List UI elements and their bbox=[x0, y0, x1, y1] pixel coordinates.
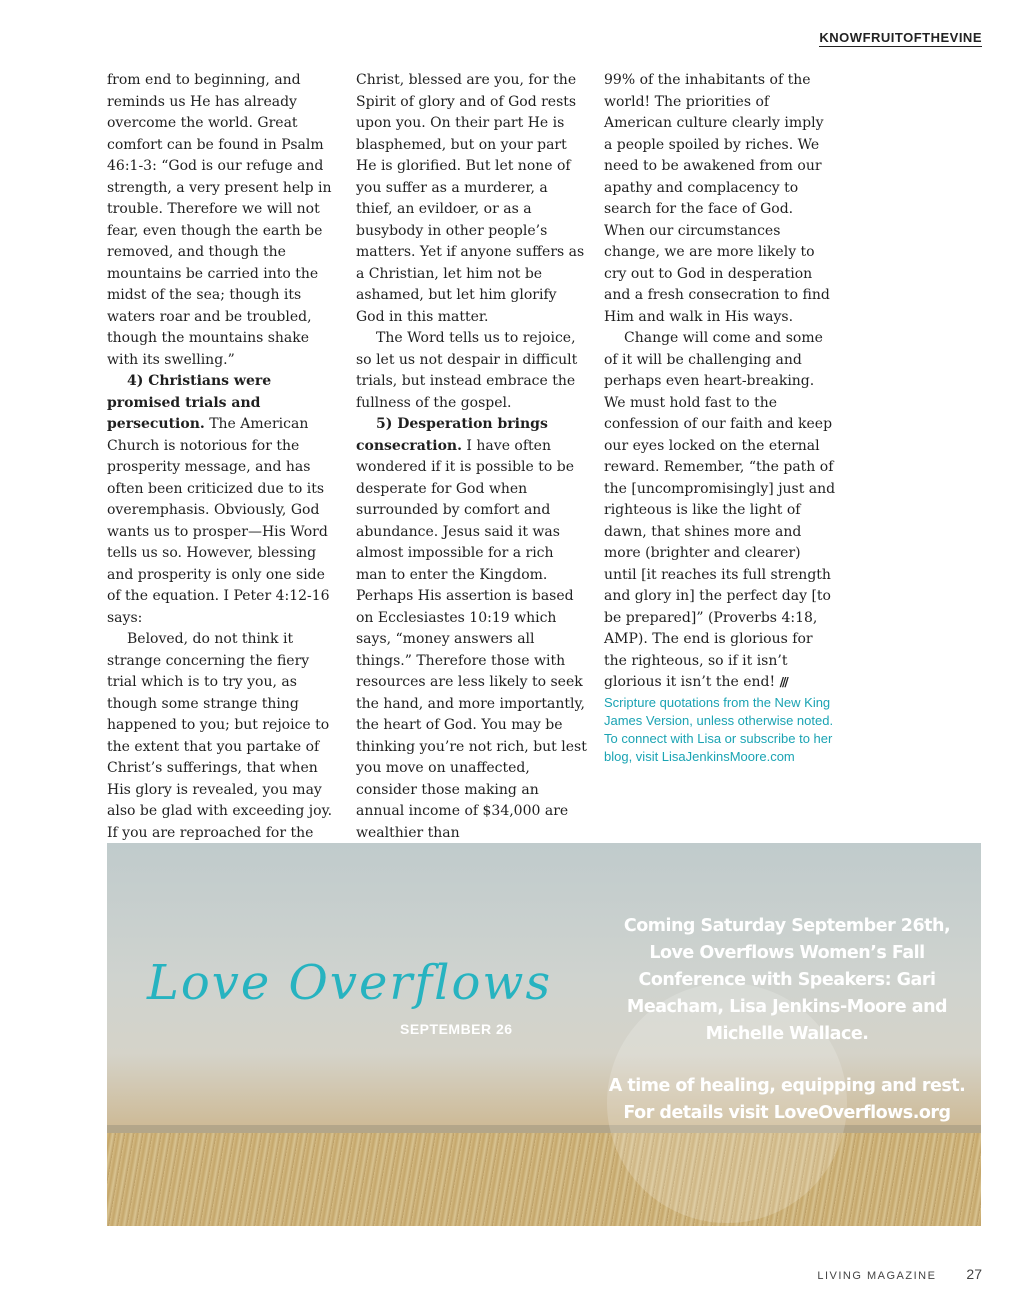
col1-paragraph-1: from end to beginning, and reminds us He has already overcome the world. Great comfort can be found in Psalm 46:1-3: “God is our refuge and strength, a very present help in trouble. Therefore we will not fear, even though the earth be removed, and though the mountains be carried into the midst of the sea; though its waters roar and be troubled, though the mountains shake with its swelling.” bbox=[107, 72, 332, 368]
heading-point-4: 4) Christians were promised trials and persecution. bbox=[107, 373, 272, 432]
page-number: 27 bbox=[966, 1266, 982, 1282]
ad-promo-text bbox=[607, 913, 967, 1127]
ad-promo-line-1: Coming Saturday September 26th, Love Overflows Women’s Fall Conference with Speakers: Gari Meacham, Lisa Jenkins-Moore and Michelle Wallace. bbox=[623, 916, 951, 1044]
col2-paragraph-3 bbox=[356, 414, 588, 844]
col3-paragraph-2-text: Change will come and some of it will be challenging and perhaps even heart-breaking. We must hold fast to the confession of our faith and keep our eyes locked on the eternal reward. Remember, “the path of the [uncompromisingly] just and righteous is like the light of dawn, that shines more and more (brighter and clearer) until [it reaches its full strength and glory in] the perfect day [to be prepared]” (Proverbs 4:18, AMP). The end is glorious for the righteous, so if it isn’t glorious it isn’t the end! bbox=[604, 330, 836, 690]
heading-point-5: 5) Desperation brings consecration. bbox=[356, 416, 548, 454]
ad-wheat-field bbox=[107, 1133, 981, 1226]
end-mark-icon: /// bbox=[779, 675, 787, 689]
col1-paragraph-2-text: The American Church is notorious for the prosperity message, and has often been criticized due to its overemphasis. Obviously, God wants us to prosper—His Word tells us so. However, blessing and prosperity is only one side of the equation. I Peter 4:12-16 says: bbox=[107, 416, 330, 626]
header-know: KNOW bbox=[819, 30, 863, 45]
article-column-1 bbox=[107, 70, 339, 866]
ad-promo-line-2: A time of healing, equipping and rest. For details visit LoveOverflows.org bbox=[608, 1076, 966, 1123]
col2-paragraph-2: The Word tells us to rejoice, so let us not despair in difficult trials, but instead embrace the fullness of the gospel. bbox=[356, 330, 578, 411]
col3-paragraph-2 bbox=[604, 328, 836, 694]
col3-paragraph-1: 99% of the inhabitants of the world! The priorities of American culture clearly imply a people spoiled by riches. We need to be awakened from our apathy and complacency to search for the face of God. When our circumstances change, we are more likely to cry out to God in desperation and a fresh consecration to find Him and walk in His ways. bbox=[604, 72, 830, 325]
col2-paragraph-1: Christ, blessed are you, for the Spirit of glory and of God rests upon you. On their part He is blasphemed, but on your part He is glorified. But let none of you suffer as a murderer, a thief, an evildoer, or as a busybody in other people’s matters. Yet if anyone suffers as a Christian, let him not be ashamed, but let him glorify God in this matter. bbox=[356, 72, 585, 325]
ad-script-logo: Love Overflows bbox=[147, 955, 553, 1011]
col1-scripture-quote: Beloved, do not think it strange concerning the fiery trial which is to try you, as though some strange thing happened to you; but rejoice to the extent that you partake of Christ’s sufferings, that when His glory is revealed, you may also be glad with exceeding joy. If you are reproached for the bbox=[107, 631, 333, 841]
article-column-2 bbox=[356, 70, 588, 844]
article-column-3 bbox=[604, 70, 836, 766]
col1-paragraph-2 bbox=[107, 371, 339, 629]
col2-paragraph-3-text: I have often wondered if it is possible to be desperate for God when surrounded by comfort and abundance. Jesus said it was almost impossible for a rich man to enter the Kingdom. Perhaps His assertion is based on Ecclesiastes 10:19 which says, “money answers all things.” Therefore those with resources are less likely to seek the hand, and more importantly, the heart of God. You may be thinking you’re not rich, but lest you move on unaffected, consider those making an annual income of $34,000 are wealthier than bbox=[356, 437, 587, 841]
footer-magazine-name: LIVING MAGAZINE bbox=[817, 1270, 937, 1282]
page-footer bbox=[817, 1266, 982, 1284]
connect-note: To connect with Lisa or subscribe to her blog, visit LisaJenkinsMoore.com bbox=[604, 730, 833, 764]
section-header bbox=[819, 30, 982, 47]
conference-ad[interactable] bbox=[107, 843, 981, 1226]
header-fruit-of-the-vine: FRUITOFTHEVINE bbox=[862, 30, 982, 45]
ad-date: SEPTEMBER 26 bbox=[400, 1021, 513, 1037]
scripture-note: Scripture quotations from the New King James Version, unless otherwise noted. bbox=[604, 694, 834, 728]
